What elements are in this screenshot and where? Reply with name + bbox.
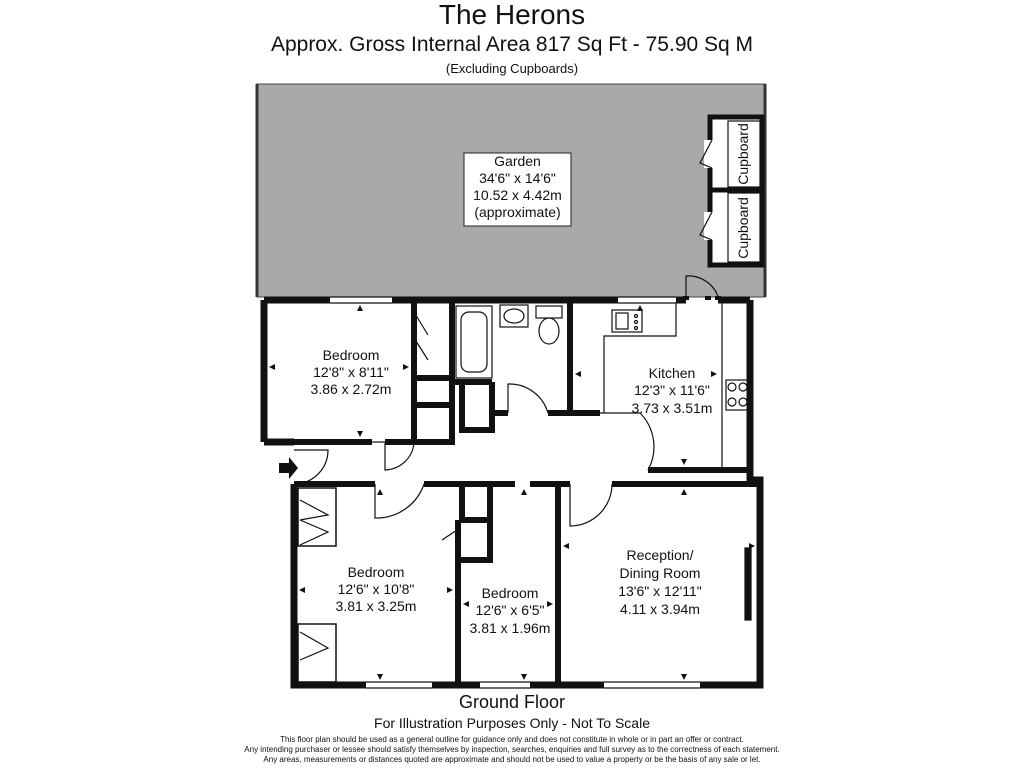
garden-name: Garden <box>494 153 541 169</box>
kitchen-name: Kitchen <box>648 365 696 381</box>
gross-area-subtitle: Approx. Gross Internal Area 817 Sq Ft - 75.90 Sq M <box>270 33 754 56</box>
room-bedroom-front-left <box>336 564 417 614</box>
kitchen-metric: 3.73 x 3.51m <box>631 400 713 416</box>
floor-label: Ground Floor <box>458 692 566 712</box>
basin <box>500 305 528 327</box>
garden-label-box <box>464 153 571 226</box>
bedroom-front-small-imperial: 12'6" x 6'5" <box>475 602 545 618</box>
room-bedroom-rear <box>311 347 392 397</box>
bathroom <box>456 305 562 378</box>
kitchen-imperial: 12'3" x 11'6" <box>634 382 710 398</box>
bedroom-rear-metric: 3.86 x 2.72m <box>310 381 392 397</box>
cupboard-label-lower: Cupboard <box>735 197 751 259</box>
disclaimer-line-2: Any intending purchaser or lessee should satisfy themselves by inspection, searches, enquiries and full survey as to the correctness of each statement. <box>244 745 780 754</box>
bedroom-rear-imperial: 12'8" x 8'11" <box>313 364 389 380</box>
plan-title: The Herons <box>438 0 586 30</box>
entrance-arrow-icon <box>279 457 298 479</box>
garden-area <box>257 84 765 297</box>
cupboard-label-upper: Cupboard <box>735 123 751 185</box>
reception-name-line2: Dining Room <box>619 565 701 581</box>
bathtub <box>456 306 492 378</box>
reception-metric: 4.11 x 3.94m <box>620 601 700 617</box>
cupboard-outbuilding <box>700 117 762 265</box>
reception-imperial: 13'6" x 12'11" <box>618 583 702 599</box>
bedroom-rear-name: Bedroom <box>322 347 380 363</box>
garden-qualifier: (approximate) <box>474 204 561 220</box>
garden-imperial: 34'6" x 14'6" <box>479 170 556 186</box>
illustration-note: For Illustration Purposes Only - Not To Scale <box>374 715 650 731</box>
bedroom-front-left-name: Bedroom <box>347 564 405 580</box>
room-kitchen <box>632 365 713 416</box>
reception-name-line1: Reception/ <box>626 547 694 563</box>
hob-icon <box>726 380 748 410</box>
garden-metric: 10.52 x 4.42m <box>473 187 562 203</box>
bedroom-front-left-imperial: 12'6" x 10'8" <box>337 581 415 597</box>
disclaimer-line-3: Any areas, measurements or distances quoted are approximate and should not be used to value a property or be the basis of any sale or let. <box>263 755 761 764</box>
toilet <box>536 306 562 344</box>
bedroom-front-small-metric: 3.81 x 1.96m <box>469 620 551 636</box>
bedroom-front-small-name: Bedroom <box>481 585 539 601</box>
room-reception <box>618 547 702 617</box>
bedroom-front-left-metric: 3.81 x 3.25m <box>335 598 417 614</box>
disclaimer-line-1: This floor plan should be used as a general outline for guidance only and does not constitute in whole or in part an offer or contract. <box>280 735 744 744</box>
room-bedroom-front-small <box>470 585 551 636</box>
sink-icon <box>612 310 642 332</box>
excluding-cupboards-note: (Excluding Cupboards) <box>445 61 579 76</box>
